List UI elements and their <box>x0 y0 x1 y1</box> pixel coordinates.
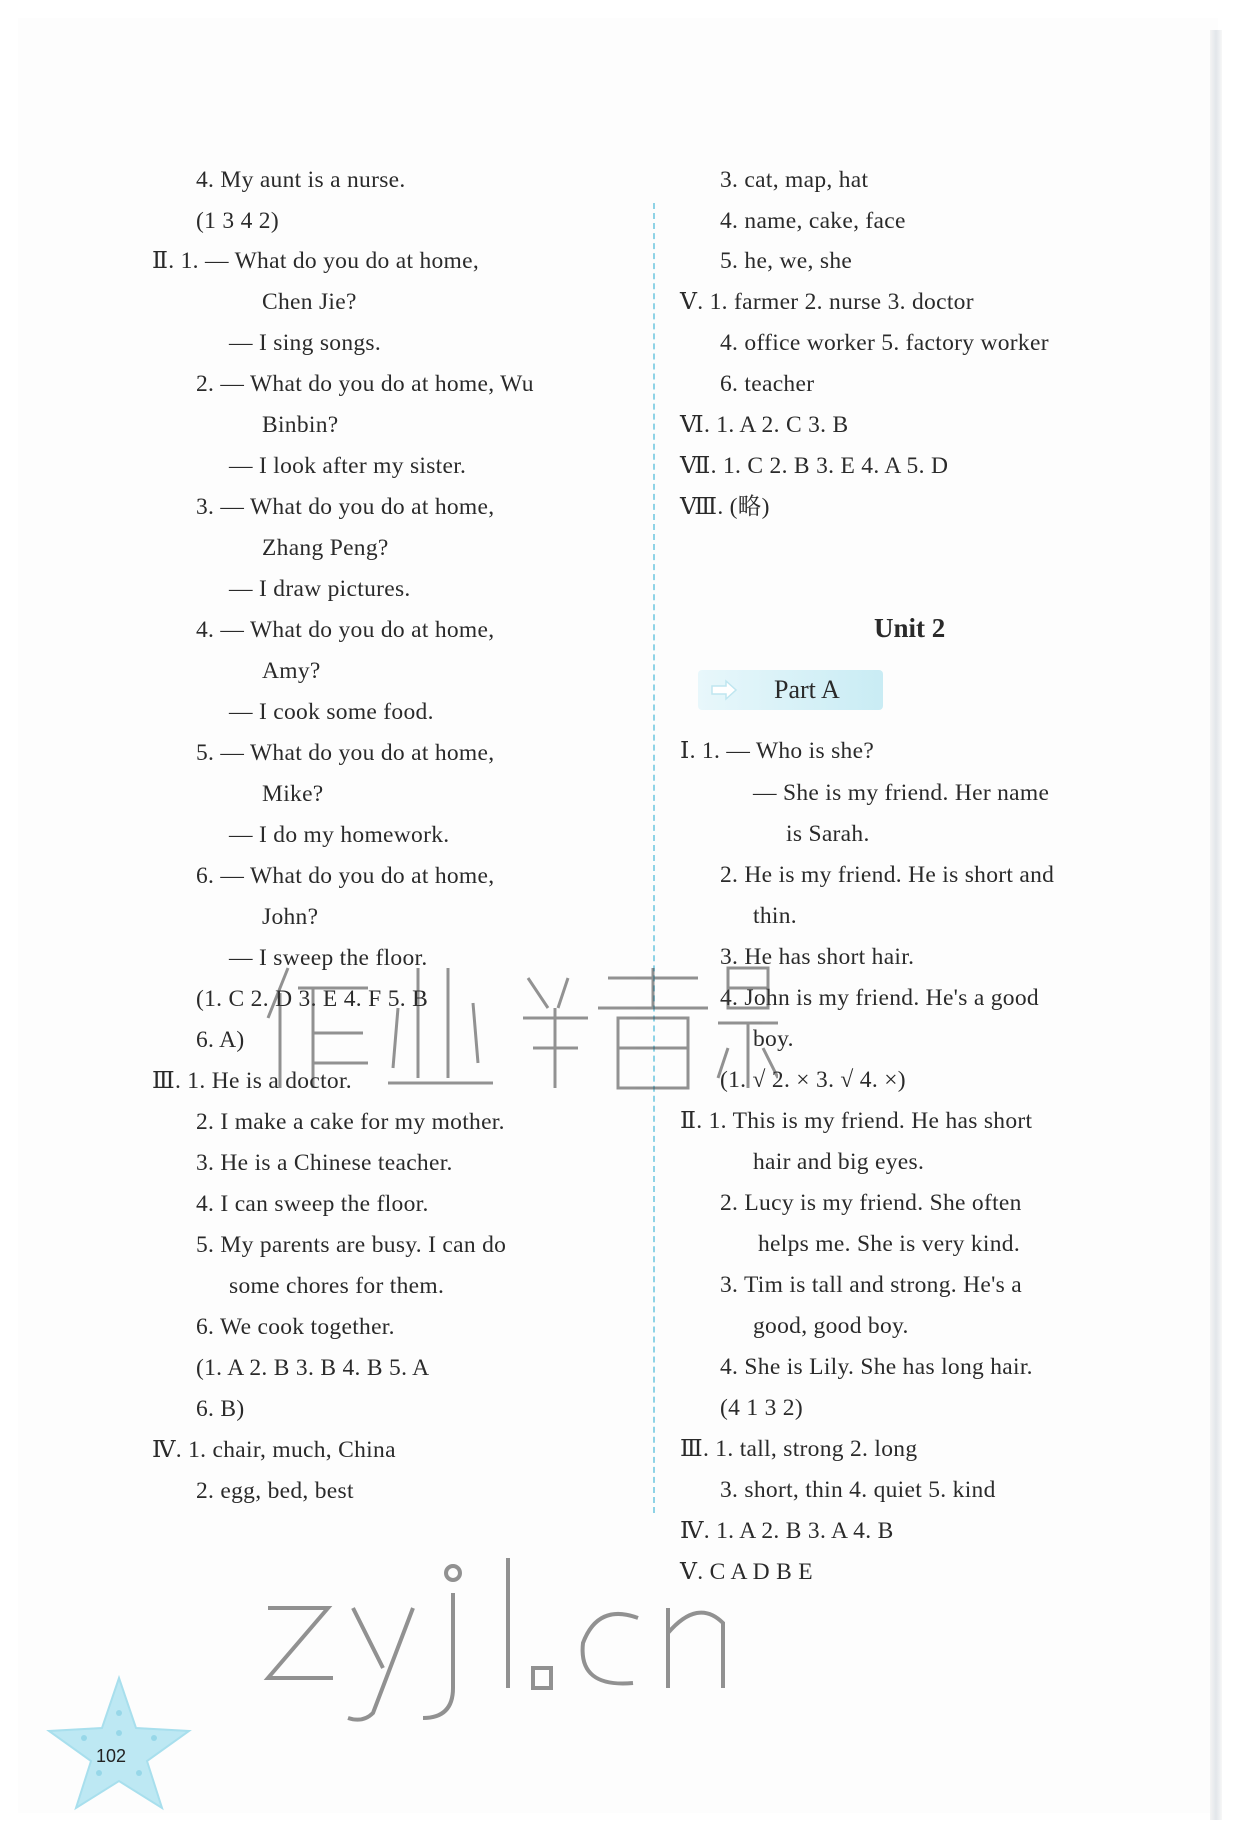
text-line: 2. He is my friend. He is short and <box>720 862 1055 888</box>
text-line: (4 1 3 2) <box>720 1395 803 1421</box>
text-line: — She is my friend. Her name <box>753 780 1050 806</box>
text-line: good, good boy. <box>753 1313 909 1339</box>
answer-page <box>18 18 1218 1813</box>
text-line: Chen Jie? <box>262 289 357 315</box>
text-line: Ⅳ. 1. A 2. B 3. A 4. B <box>680 1518 894 1544</box>
page-edge <box>1210 30 1222 1820</box>
text-line: 3. Tim is tall and strong. He's a <box>720 1272 1023 1298</box>
text-line: 4. She is Lily. She has long hair. <box>720 1354 1033 1380</box>
text-line: 4. name, cake, face <box>720 208 906 234</box>
column-divider <box>653 203 655 1513</box>
part-label: Part A <box>774 675 840 704</box>
text-line: 4. office worker 5. factory worker <box>720 330 1049 356</box>
text-line: 2. I make a cake for my mother. <box>196 1109 505 1135</box>
text-line: John? <box>262 904 319 930</box>
text-line: Ⅴ. C A D B E <box>680 1559 813 1585</box>
text-line: Ⅵ. 1. A 2. C 3. B <box>680 412 849 438</box>
text-line: Ⅱ. 1. — What do you do at home, <box>152 248 480 274</box>
text-line: Ⅳ. 1. chair, much, China <box>152 1437 396 1463</box>
text-line: 2. Lucy is my friend. She often <box>720 1190 1022 1216</box>
text-line: Ⅶ. 1. C 2. B 3. E 4. A 5. D <box>680 453 949 479</box>
text-line: Ⅷ. (略) <box>680 494 770 520</box>
text-line: Ⅰ. 1. — Who is she? <box>680 738 875 764</box>
text-line: Ⅱ. 1. This is my friend. He has short <box>680 1108 1033 1134</box>
text-line: Ⅴ. 1. farmer 2. nurse 3. doctor <box>680 289 974 315</box>
page-number: 102 <box>96 1746 127 1766</box>
text-line: 5. he, we, she <box>720 248 853 274</box>
text-line: — I draw pictures. <box>229 576 411 602</box>
part-banner <box>698 670 883 710</box>
text-line: — I sing songs. <box>229 330 382 356</box>
text-line: 6. B) <box>196 1396 245 1422</box>
text-line: Mike? <box>262 781 324 807</box>
text-line: 4. I can sweep the floor. <box>196 1191 429 1217</box>
text-line: 4. — What do you do at home, <box>196 617 495 643</box>
text-line: (1 3 4 2) <box>196 208 279 234</box>
text-line: 3. short, thin 4. quiet 5. kind <box>720 1477 996 1503</box>
text-line: Zhang Peng? <box>262 535 389 561</box>
text-line: — I cook some food. <box>229 699 434 725</box>
text-line: 6. A) <box>196 1027 245 1053</box>
text-line: (1. C 2. D 3. E 4. F 5. B <box>196 986 429 1012</box>
text-line: 2. — What do you do at home, Wu <box>196 371 534 397</box>
text-line: — I do my homework. <box>229 822 450 848</box>
text-line: Binbin? <box>262 412 339 438</box>
text-line: 5. — What do you do at home, <box>196 740 495 766</box>
text-line: 3. — What do you do at home, <box>196 494 495 520</box>
text-line: hair and big eyes. <box>753 1149 925 1175</box>
text-line: thin. <box>753 903 797 929</box>
text-line: (1. A 2. B 3. B 4. B 5. A <box>196 1355 430 1381</box>
text-line: 4. John is my friend. He's a good <box>720 985 1039 1011</box>
text-line: is Sarah. <box>786 821 870 847</box>
text-line: — I look after my sister. <box>229 453 467 479</box>
text-line: 6. We cook together. <box>196 1314 395 1340</box>
text-line: Amy? <box>262 658 321 684</box>
text-line: Ⅲ. 1. tall, strong 2. long <box>680 1436 918 1462</box>
text-line: 5. My parents are busy. I can do <box>196 1232 507 1258</box>
text-line: 4. My aunt is a nurse. <box>196 167 406 193</box>
text-line: boy. <box>753 1026 794 1052</box>
text-line: helps me. She is very kind. <box>758 1231 1020 1257</box>
text-line: 3. cat, map, hat <box>720 167 869 193</box>
text-line: Ⅲ. 1. He is a doctor. <box>152 1068 352 1094</box>
text-line: some chores for them. <box>229 1273 445 1299</box>
text-line: 3. He is a Chinese teacher. <box>196 1150 453 1176</box>
text-line: 2. egg, bed, best <box>196 1478 354 1504</box>
text-line: 6. — What do you do at home, <box>196 863 495 889</box>
starfish-icon <box>44 1673 194 1813</box>
text-line: — I sweep the floor. <box>229 945 428 971</box>
text-line: 6. teacher <box>720 371 815 397</box>
text-line: 3. He has short hair. <box>720 944 915 970</box>
unit-title: Unit 2 <box>874 613 946 643</box>
arrow-icon <box>710 678 738 702</box>
text-line: (1. √ 2. × 3. √ 4. ×) <box>720 1067 906 1093</box>
